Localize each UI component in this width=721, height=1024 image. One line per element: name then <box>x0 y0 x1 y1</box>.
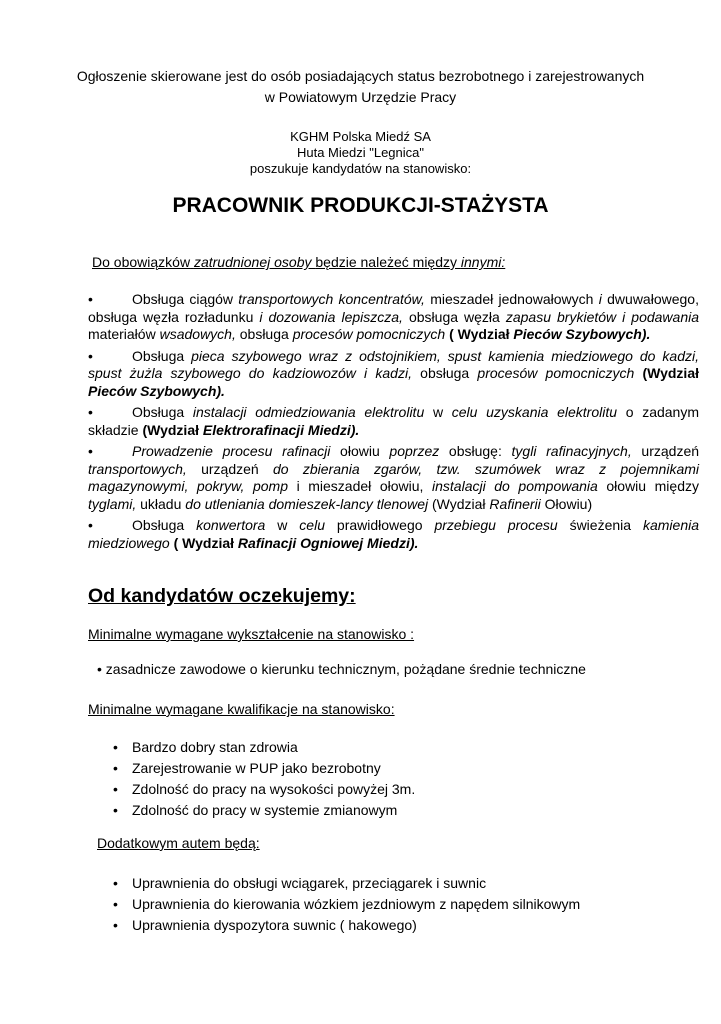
bullet-icon: • <box>113 781 118 797</box>
bullet-icon: • <box>113 802 118 818</box>
list-item: • Uprawnienia dyspozytora suwnic ( hakowego) <box>88 915 580 936</box>
job-title: PRACOWNIK PRODUKCJI-STAŻYSTA <box>172 194 549 217</box>
education-item: • zasadnicze zawodowe o kierunku technicznym, pożądane średnie techniczne <box>97 661 586 677</box>
qualifications-label: Minimalne wymagane kwalifikacje na stanowisko: <box>88 701 395 717</box>
duty-item: • Obsługa ciągów transportowych koncentratów, mieszadeł jednowałowych i dwuwałowego, obsługa węzła rozładunku i dozowania lepiszcza, obsługa węzła zapasu brykietów i podawania materiałów wsadowych, obsługa procesów pomocniczych ( Wydział Pieców Szybowych). <box>88 291 700 342</box>
list-item: • Zdolność do pracy na wysokości powyżej 3m. <box>88 779 415 800</box>
list-item: • Bardzo dobry stan zdrowia <box>88 737 415 758</box>
company-division: Huta Miedzi "Legnica" <box>296 145 425 160</box>
bullet-icon: • <box>113 917 118 933</box>
qualifications-list <box>88 737 415 821</box>
duty-item: • Obsługa konwertora w celu prawidłowego przebiegu procesu świeżenia kamienia miedziowego ( Wydział Rafinacji Ogniowej Miedzi). <box>88 517 700 551</box>
company-name: KGHM Polska Miedź SA <box>290 129 431 144</box>
bullet-icon: • <box>113 760 118 776</box>
bullet-icon: • <box>113 875 118 891</box>
education-label: Minimalne wymagane wykształcenie na stanowisko : <box>88 626 415 642</box>
list-item: • Zarejestrowanie w PUP jako bezrobotny <box>88 758 415 779</box>
bullet-icon: • <box>113 739 118 755</box>
advantages-list <box>88 873 580 936</box>
advantages-label: Dodatkowym autem będą: <box>97 835 260 851</box>
duties-intro: Do obowiązków zatrudnionej osoby będzie należeć między innymi: <box>92 254 506 270</box>
header-line-2: w Powiatowym Urzędzie Pracy <box>264 89 457 105</box>
list-item: • Uprawnienia do obsługi wciągarek, przeciągarek i suwnic <box>88 873 580 894</box>
requirements-heading: Od kandydatów oczekujemy: <box>88 585 356 607</box>
duty-item: • Obsługa instalacji odmiedziowania elektrolitu w celu uzyskania elektrolitu o zadanym składzie (Wydział Elektrorafinacji Miedzi). <box>88 404 700 438</box>
company-seeking: poszukuje kandydatów na stanowisko: <box>249 161 472 176</box>
duty-item: • Obsługa pieca szybowego wraz z odstojnikiem, spust kamienia miedziowego do kadzi, spust żużla szybowego do kadziowozów i kadzi, obsługa procesów pomocniczych (Wydział Pieców Szybowych). <box>88 347 700 399</box>
list-item: • Uprawnienia do kierowania wózkiem jezdniowym z napędem silnikowym <box>88 894 580 915</box>
duties-list <box>88 291 699 556</box>
duty-item: • Prowadzenie procesu rafinacji ołowiu poprzez obsługę: tygli rafinacyjnych, urządzeń transportowych, urządzeń do zbierania zgarów, tzw. szumówek wraz z pojemnikami magazynowymi, pokryw, pomp i mieszadeł ołowiu, instalacji do pompowania ołowiu między tyglami, układu do utleniania domieszek-lancy tlenowej (Wydział Rafinerii Ołowiu) <box>88 443 700 512</box>
header-line-1: Ogłoszenie skierowane jest do osób posiadających status bezrobotnego i zarejestrowanych <box>76 68 645 84</box>
bullet-icon: • <box>113 896 118 912</box>
list-item: • Zdolność do pracy w systemie zmianowym <box>88 800 415 821</box>
